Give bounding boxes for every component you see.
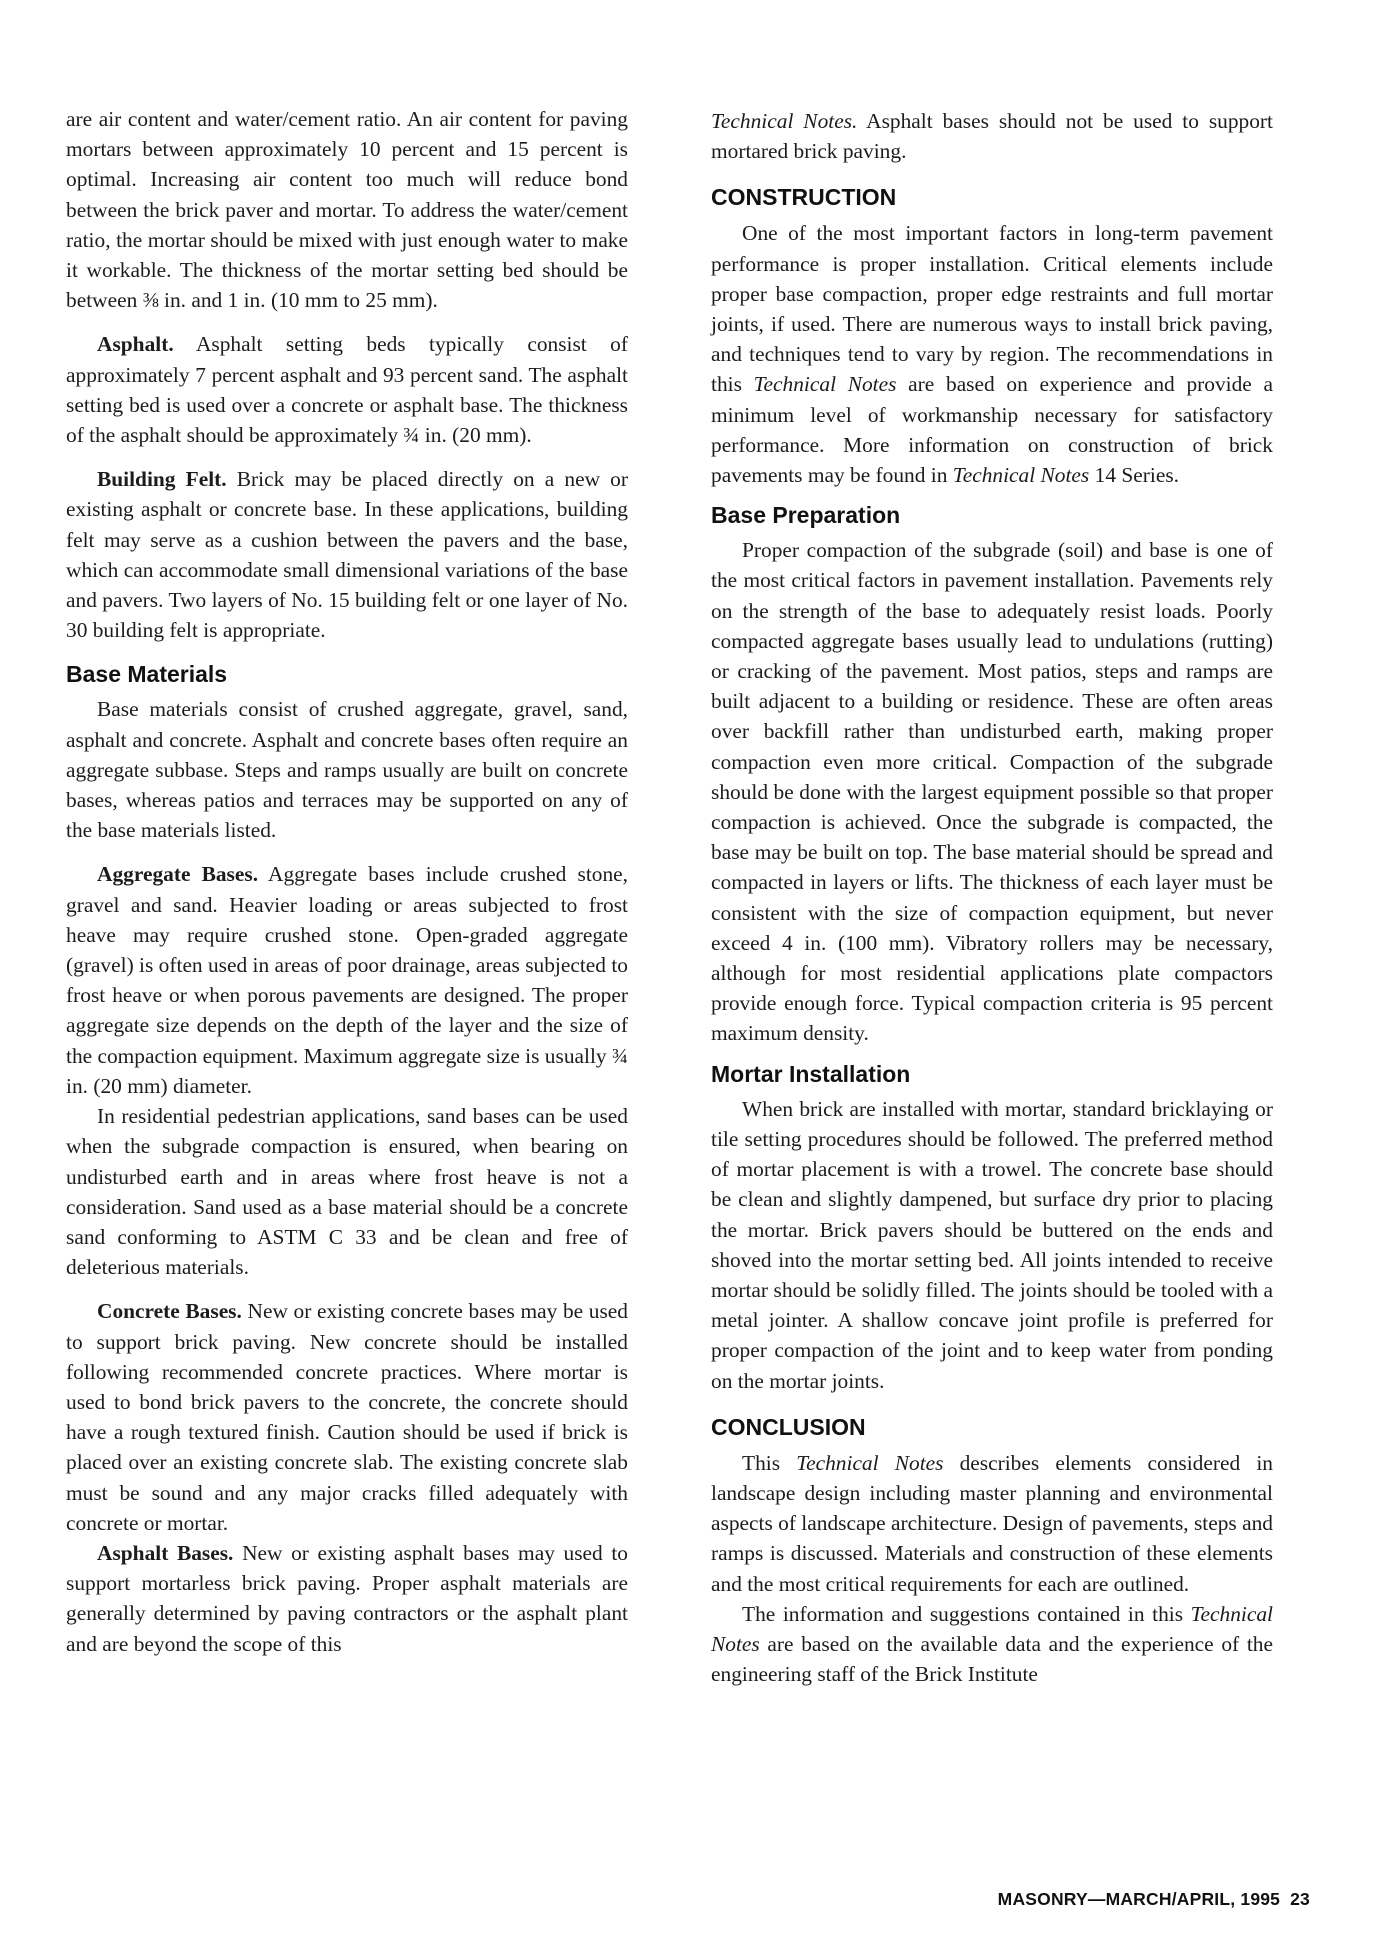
left-column xyxy=(66,104,628,1659)
italic-technical-notes: Technical Notes. xyxy=(711,109,858,133)
paragraph-building-felt xyxy=(66,464,628,645)
construction-text-b: are based on experience and provide a minimum level of workmanship necessary for satisfactory performance. More information on construction of brick pavements may be found in xyxy=(711,372,1273,488)
runin-building-felt: Building Felt. xyxy=(97,467,227,492)
italic-technical-notes: Technical Notes xyxy=(753,372,897,397)
paragraph-concrete-bases xyxy=(66,1296,628,1538)
runin-asphalt-bases: Asphalt Bases. xyxy=(97,1540,234,1565)
paragraph-aggregate-bases xyxy=(66,859,628,1101)
paragraph-conclusion xyxy=(711,1448,1273,1599)
heading-mortar-installation: Mortar Installation xyxy=(711,1060,911,1087)
runin-concrete-bases: Concrete Bases. xyxy=(97,1299,242,1324)
conclusion-text-b: describes elements considered in landscape design including master planning and environmental aspects of landscape architecture. Design of pavements, steps and ramps is discussed. Materials and construction of these elements and the most critical requirements for each are outlined. xyxy=(711,1450,1273,1596)
heading-base-preparation: Base Preparation xyxy=(711,502,901,529)
paragraph-asphalt-bases xyxy=(66,1538,628,1659)
paragraph-mortar-installation: When brick are installed with mortar, standard bricklaying or tile setting procedures should be followed. The preferred method of mortar placement is with a trowel. The concrete base should be clean and slightly dampened, but surface dry prior to placing the mortar. Brick pavers should be buttered on the ends and shoved into the mortar setting bed. All joints intended to receive mortar should be solidly filled. The joints should be tooled with a metal jointer. A shallow concave joint profile is preferred for proper compaction of the joint and to keep water from ponding on the mortar joints. xyxy=(711,1096,1273,1393)
paragraph-base-preparation: Proper compaction of the subgrade (soil) and base is one of the most critical factors in pavement installation. Pavements rely on the strength of the base to adequately resist loads. Poorly compacted aggregate bases usually lead to undulations (rutting) or cracking of the pavement. Most patios, steps and ramps are built adjacent to a building or residence. These are often areas over backfill rather than undisturbed earth, making proper compaction even more critical. Compaction of the subgrade should be done with the largest equipment possible so that proper compaction is achieved. Once the subgrade is compacted, the base may be built on top. The base material should be spread and compacted in layers or lifts. The thickness of each layer must be consistent with the size of compaction equipment, but never exceed 4 in. (100 mm). Vibratory rollers may be necessary, although for most residential applications plate compactors provide enough force. Typical compaction criteria is 95 percent maximum density. xyxy=(711,538,1273,1046)
heading-base-materials: Base Materials xyxy=(66,661,228,688)
paragraph-construction xyxy=(711,218,1273,490)
continuation-text: Asphalt bases should not be used to support mortared brick paving. xyxy=(711,109,1273,164)
aggregate-bases-text: Aggregate bases include crushed stone, gravel and sand. Heavier loading or areas subjected to frost heave may require crushed stone. Open-graded aggregate (gravel) is often used in areas of poor drainage, areas subjected to frost heave or when porous pavements are designed. The proper aggregate size depends on the depth of the layer and the size of the compaction equipment. Maximum aggregate size is usually ¾ in. (20 mm) diameter. xyxy=(66,862,628,1098)
construction-text-a: One of the most important factors in long-term pavement performance is proper installation. Critical elements include proper base compaction, proper edge restraints and full mortar joints, if used. There are numerous ways to install brick paving, and techniques tend to vary by region. The recommendations in this xyxy=(711,221,1273,397)
asphalt-bases-text: New or existing asphalt bases may used to support mortarless brick paving. Proper asphalt materials are generally determined by paving contractors or the asphalt plant and are beyond the scope of this xyxy=(66,1540,628,1656)
heading-construction: CONSTRUCTION xyxy=(711,184,897,211)
footer-publication: MASONRY—MARCH/APRIL, 1995 xyxy=(997,1889,1281,1909)
asphalt-setting-bed-text: Asphalt setting beds typically consist of approximately 7 percent asphalt and 93 percent sand. The asphalt setting bed is used over a concrete or asphalt base. The thickness of the asphalt should be approximately ¾ in. (20 mm). xyxy=(66,332,628,448)
page-footer xyxy=(998,1889,1310,1910)
runin-asphalt: Asphalt. xyxy=(97,332,174,357)
paragraph-asphalt-setting-bed xyxy=(66,329,628,450)
building-felt-text: Brick may be placed directly on a new or existing asphalt or concrete base. In these applications, building felt may serve as a cushion between the pavers and the base, which can accommodate small dimensional variations of the base and pavers. Two layers of No. 15 building felt or one layer of No. 30 building felt is appropriate. xyxy=(66,467,628,643)
information-text-a: The information and suggestions contained in this xyxy=(742,1601,1184,1626)
paragraph-continuation xyxy=(711,106,1273,166)
paragraph-information xyxy=(711,1599,1273,1690)
paragraph-air-content: are air content and water/cement ratio. An air content for paving mortars between approximately 10 percent and 15 percent is optimal. Increasing air content too much will reduce bond between the brick paver and mortar. To address the water/cement ratio, the mortar should be mixed with just enough water to make it workable. The thickness of the mortar setting bed should be between ⅜ in. and 1 in. (10 mm to 25 mm). xyxy=(66,107,628,313)
runin-aggregate-bases: Aggregate Bases. xyxy=(97,862,259,887)
italic-technical-notes: Technical Notes xyxy=(711,1601,1273,1656)
page-number: 23 xyxy=(1290,1889,1310,1909)
information-text-b: are based on the available data and the experience of the engineering staff of the Brick Institute xyxy=(711,1631,1273,1687)
italic-technical-notes: Technical Notes xyxy=(952,463,1090,488)
construction-text-c: 14 Series. xyxy=(1094,463,1179,488)
concrete-bases-text: New or existing concrete bases may be used to support brick paving. New concrete should be installed following recommended concrete practices. Where mortar is used to bond brick pavers to the concrete, the concrete should have a rough textured finish. Caution should be used if brick is placed over an existing concrete slab. The existing concrete slab must be sound and any major cracks filled adequately with concrete or mortar. xyxy=(66,1299,628,1535)
heading-conclusion: CONCLUSION xyxy=(711,1413,866,1440)
paragraph-base-materials: Base materials consist of crushed aggregate, gravel, sand, asphalt and concrete. Asphalt and concrete bases often require an aggregate subbase. Steps and ramps usually are built on concrete bases, whereas patios and terraces may be supported on any of the base materials listed. xyxy=(66,697,628,843)
right-column xyxy=(711,106,1273,1689)
conclusion-text-a: This xyxy=(742,1450,781,1475)
italic-technical-notes: Technical Notes xyxy=(796,1450,944,1475)
paragraph-sand-bases: In residential pedestrian applications, sand bases can be used when the subgrade compaction is ensured, when bearing on undisturbed earth and in areas where frost heave is not a consideration. Sand used as a base material should be a concrete sand conforming to ASTM C 33 and be clean and free of deleterious materials. xyxy=(66,1104,628,1280)
